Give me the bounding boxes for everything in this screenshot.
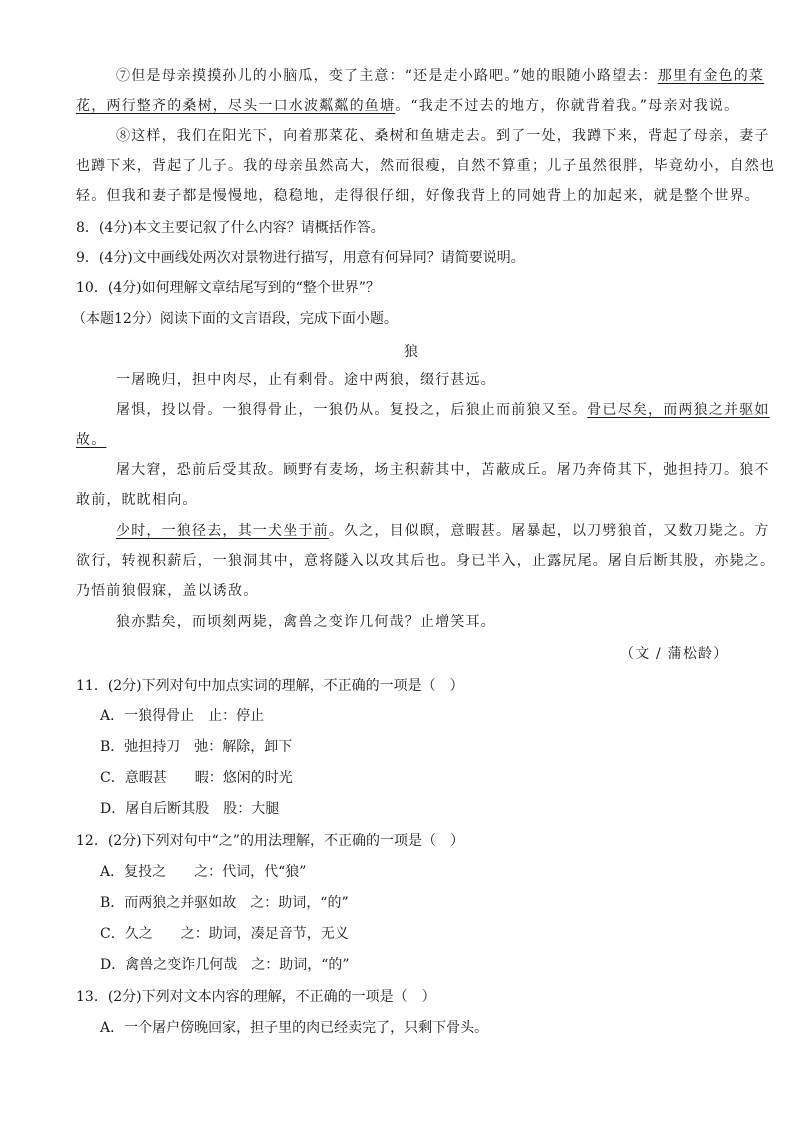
q11-option-c: C．意暇甚 暇：悠闲的时光 <box>100 770 293 786</box>
paragraph-7-text: ⑦但是母亲摸摸孙儿的小脑瓜，变了主意：“还是走小路吧。”她的眼随小路望去： <box>116 68 658 84</box>
paragraph-7-line-2 <box>76 96 739 116</box>
underlined-scenery-text: 花，两行整齐的桑树，尽头一口水波粼粼的鱼塘 <box>76 98 396 114</box>
question-8: 8．(4分)本文主要记叙了什么内容？请概括作答。 <box>76 220 385 236</box>
classical-paragraph-2-line-2 <box>76 430 106 450</box>
classical-paragraph-4-line-1 <box>116 521 770 541</box>
question-10: 10．(4分)如何理解文章结尾写到的“整个世界”？ <box>76 280 380 296</box>
paragraph-7-text: 。“我走不过去的地方，你就背着我。”母亲对我说。 <box>395 98 740 114</box>
classical-paragraph-3-line-1: 屠大窘，恐前后受其敌。顾野有麦场，场主积薪其中，苫蔽成丘。屠乃奔倚其下，弛担持刀。狼不 <box>116 462 770 478</box>
passage-title: 狼 <box>404 344 420 360</box>
classical-paragraph-4-line-2: 欲行，转视积薪后，一狼洞其中，意将隧入以攻其后也。身已半入，止露尻尾。屠自后断其股，亦毙之。 <box>76 553 776 569</box>
classical-text: 屠惧，投以骨。一狼得骨止，一狼仍从。复投之，后狼止而前狼又至。 <box>116 402 588 418</box>
q11-option-a: A．一狼得骨止 止：停止 <box>100 708 265 724</box>
question-13: 13．(2分)下列对文本内容的理解，不正确的一项是（ ） <box>76 989 436 1005</box>
question-9: 9．(4分)文中画线处两次对景物进行描写，用意有何异同？请简要说明。 <box>76 250 525 266</box>
paragraph-7-line-1 <box>116 66 764 86</box>
q11-option-d: D．屠自后断其股 股：大腿 <box>100 801 280 817</box>
underlined-scenery-text: 那里有金色的菜 <box>657 68 765 84</box>
paragraph-8-line-2: 也蹲下来，背起了儿子。我的母亲虽然高大，然而很瘦，自然不算重；儿子虽然很胖，毕竟幼小，自然也 <box>76 158 776 174</box>
classical-paragraph-4-line-3: 乃悟前狼假寐，盖以诱敌。 <box>76 583 259 599</box>
q12-option-c: C．久之 之：助词，凑足音节，无义 <box>100 926 349 942</box>
q12-option-b: B．而两狼之并驱如故 之：助词，“的” <box>100 895 349 911</box>
classical-paragraph-1: 一屠晚归，担中肉尽，止有剩骨。途中两狼，缀行甚远。 <box>116 372 496 388</box>
classical-paragraph-5: 狼亦黠矣，而顷刻两毙，禽兽之变诈几何哉？止增笑耳。 <box>116 614 496 630</box>
underlined-classical-sentence: 故。 <box>76 432 107 448</box>
author-credit: （文 / 蒲松龄） <box>620 646 729 662</box>
paragraph-8-line-3: 轻。但我和妻子都是慢慢地，稳稳地，走得很仔细，好像我背上的同她背上的加起来，就是整个世界。 <box>76 188 760 204</box>
paragraph-8-line-1: ⑧这样，我们在阳光下，向着那菜花、桑树和鱼塘走去。到了一处，我蹲下来，背起了母亲，妻子 <box>116 128 770 144</box>
question-11: 11．(2分)下列对句中加点实词的理解，不正确的一项是（ ） <box>76 678 464 694</box>
section-2-intro: （本题12分）阅读下面的文言语段，完成下面小题。 <box>72 311 398 327</box>
underlined-classical-sentence: 少时，一狼径去，其一犬坐于前 <box>116 523 329 539</box>
q11-option-b: B．弛担持刀 弛：解除，卸下 <box>100 739 293 755</box>
classical-paragraph-2-line-1 <box>116 400 770 420</box>
q13-option-a: A．一个屠户傍晚回家，担子里的肉已经卖完了，只剩下骨头。 <box>100 1020 489 1036</box>
classical-paragraph-3-line-2: 敢前，眈眈相向。 <box>76 492 198 508</box>
q12-option-d: D．禽兽之变诈几何哉 之：助词，“的” <box>100 957 350 973</box>
classical-text: 。久之，目似瞑，意暇甚。屠暴起，以刀劈狼首，又数刀毙之。方 <box>328 523 770 539</box>
question-12: 12．(2分)下列对句中“之”的用法理解，不正确的一项是（ ） <box>76 833 464 849</box>
underlined-classical-sentence: 骨已尽矣，而两狼之并驱如 <box>587 402 770 418</box>
q12-option-a: A．复投之 之：代词，代“狼” <box>100 864 307 880</box>
